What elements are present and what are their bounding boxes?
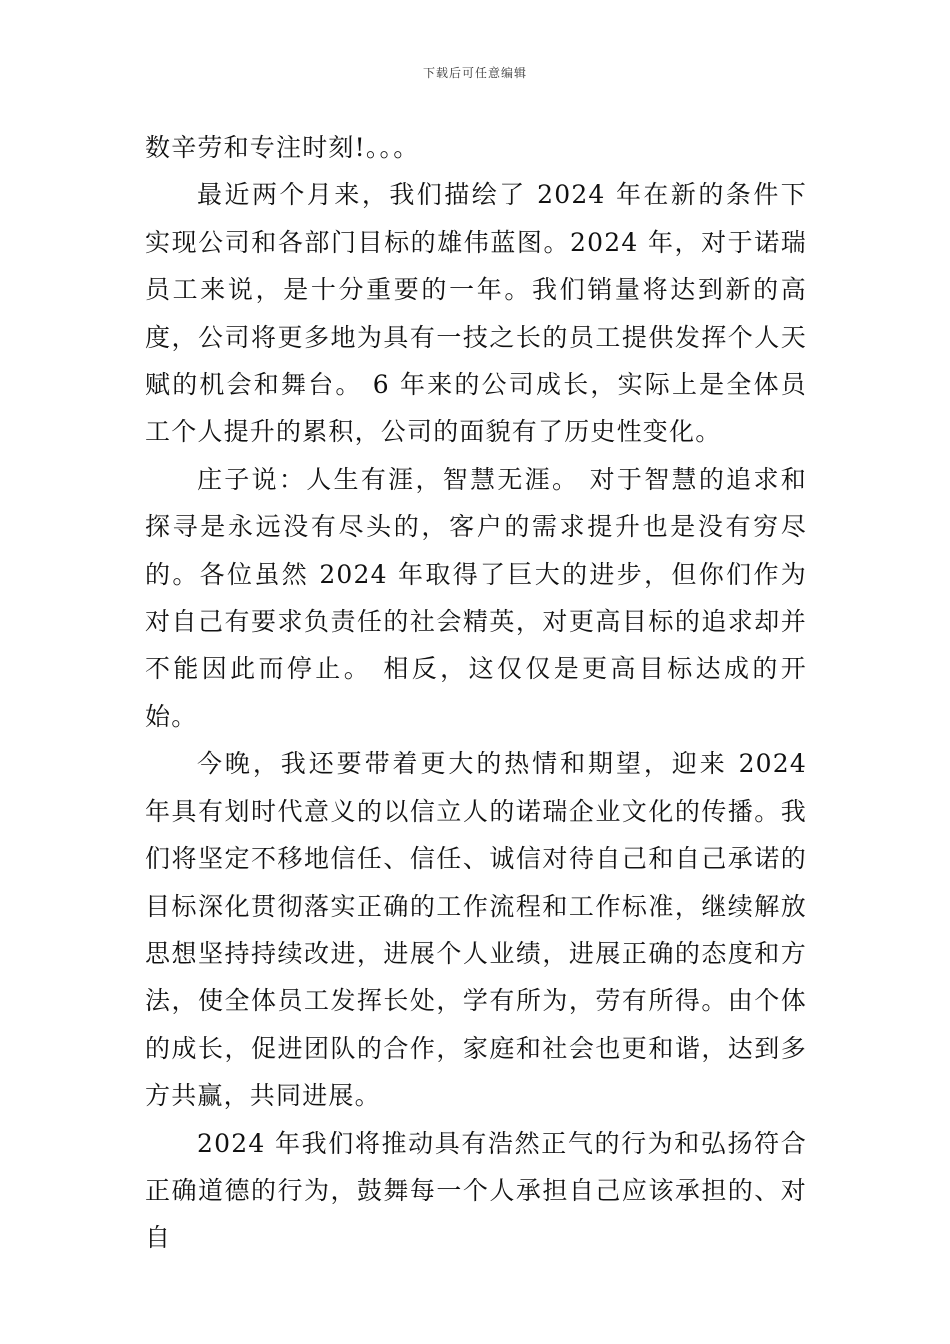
paragraph: 数辛劳和专注时刻!。。。 [145, 133, 420, 162]
document-body [145, 124, 807, 1262]
paragraph: 庄子说：人生有涯，智慧无涯。 对于智慧的追求和探寻是永远没有尽头的，客户的需求提升也是没有穷尽的。各位虽然 2024 年取得了巨大的进步，但你们作为对自己有要求负责任的社会精英，对更高目标的追求却并不能因此而停止。 相反，这仅仅是更高目标达成的开始。 [145, 464, 807, 731]
paragraph: 今晚，我还要带着更大的热情和期望，迎来 2024 年具有划时代意义的以信立人的诺瑞企业文化的传播。我们将坚定不移地信任、信任、诚信对待自己和自己承诺的目标深化贯彻落实正确的工作流程和工作标准，继续解放思想坚持持续改进，进展个人业绩，进展正确的态度和方法，使全体员工发挥长处，学有所为，劳有所得。由个体的成长，促进团队的合作，家庭和社会也更和谐，达到多方共赢，共同进展。 [145, 749, 807, 1111]
paragraph: 最近两个月来，我们描绘了 2024 年在新的条件下实现公司和各部门目标的雄伟蓝图。2024 年，对于诺瑞员工来说，是十分重要的一年。我们销量将达到新的高度，公司将更多地为具有一技之长的员工提供发挥个人天赋的机会和舞台。 6 年来的公司成长，实际上是全体员工个人提升的累积，公司的面貌有了历史性变化。 [145, 180, 807, 447]
paragraph: 2024 年我们将推动具有浩然正气的行为和弘扬符合正确道德的行为，鼓舞每一个人承担自己应该承担的、对自 [145, 1128, 807, 1253]
page-header: 下载后可任意编辑 [422, 66, 527, 80]
